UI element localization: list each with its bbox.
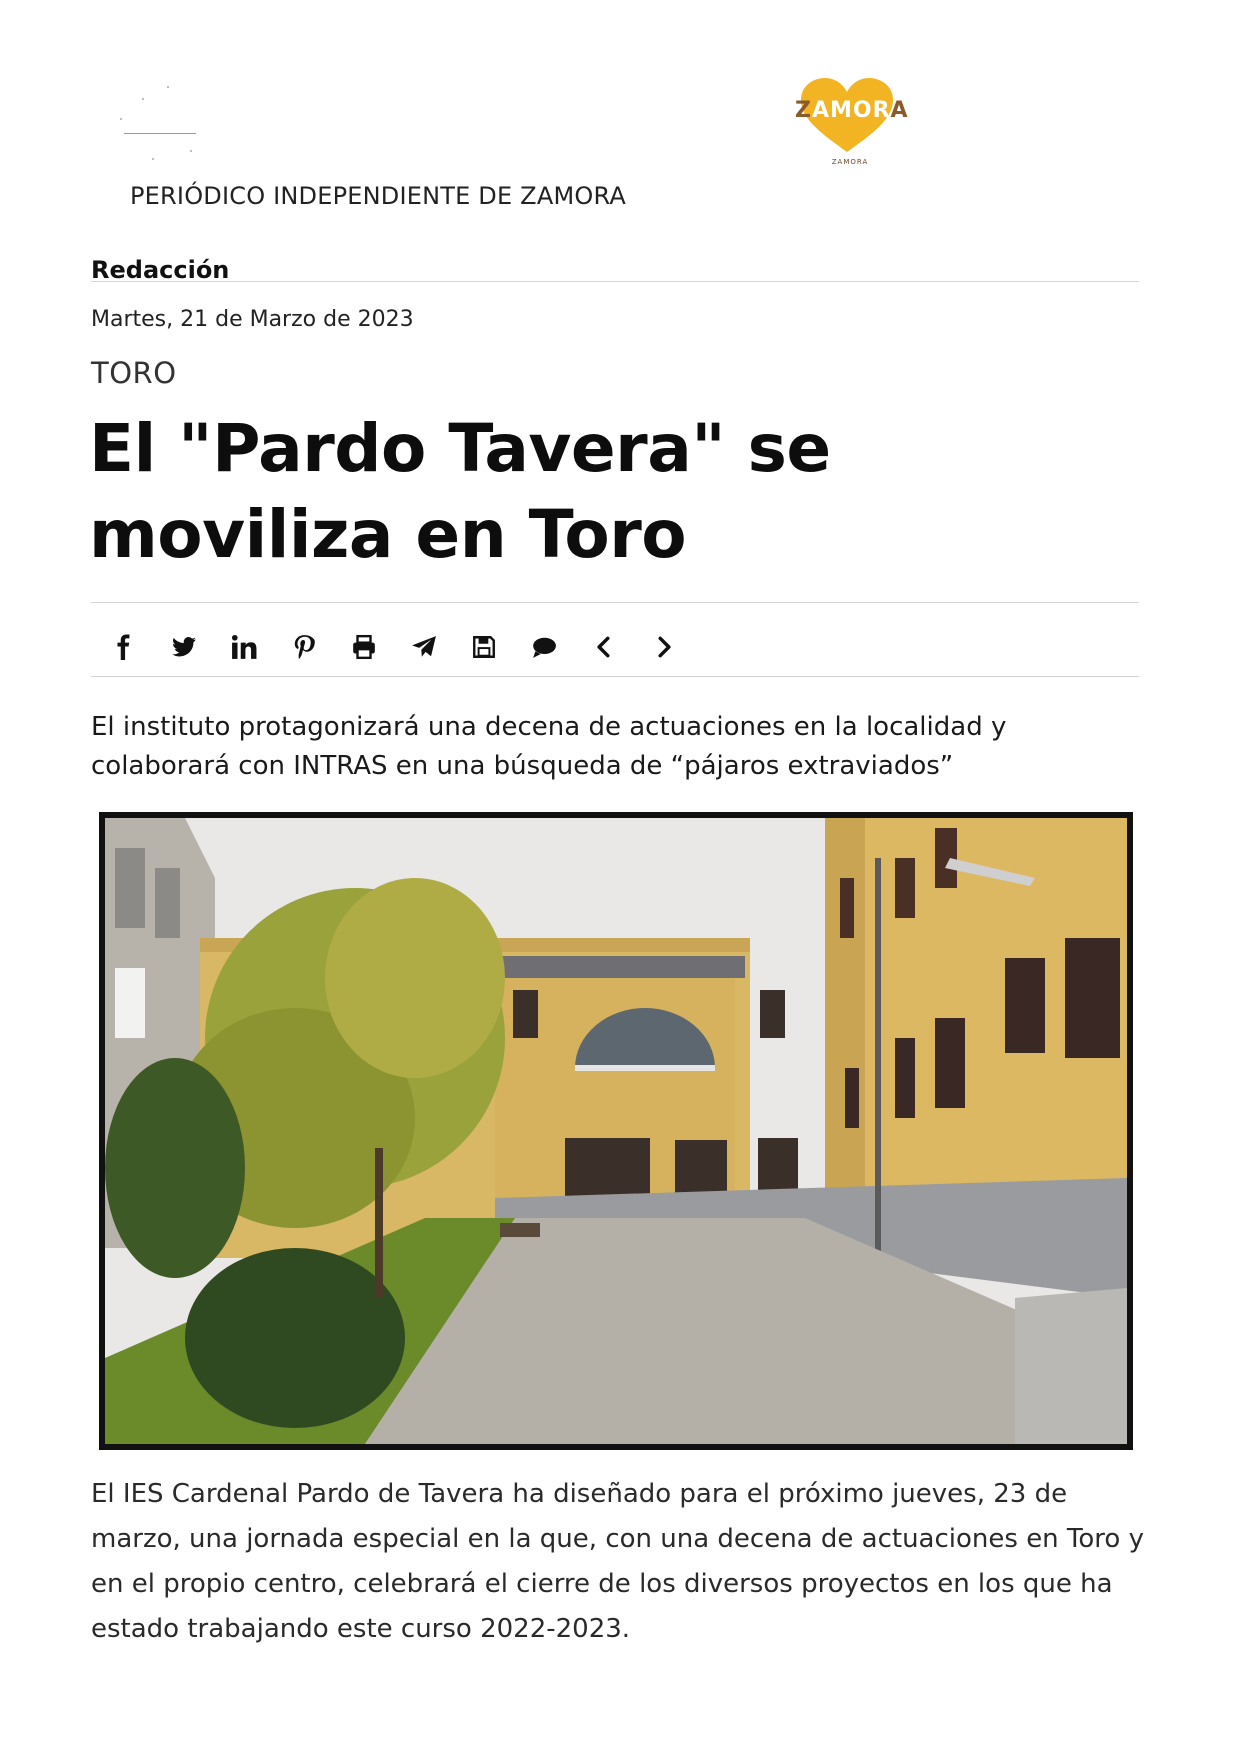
save-icon[interactable] (464, 627, 504, 667)
article-section[interactable]: TORO (91, 356, 177, 390)
divider (91, 676, 1139, 677)
divider (91, 602, 1139, 603)
zamora-heart-logo: ZAMORA ZAMORA (795, 76, 905, 172)
twitter-icon[interactable] (164, 627, 204, 667)
article-subtitle: El instituto protagonizará una decena de actuaciones en la localidad y colaborará con INTRAS en una búsqueda de “pájaros extraviados” (91, 712, 1007, 781)
previous-icon[interactable] (584, 627, 624, 667)
facebook-icon[interactable] (104, 627, 144, 667)
share-toolbar (104, 627, 704, 667)
article-body: El IES Cardenal Pardo de Tavera ha diseñado para el próximo jueves, 23 de marzo, una jornada especial en la que, con una decena de actuaciones en Toro y en el propio centro, celebrará el cierre de los diversos proyectos en los que ha estado trabajando este curso 2022-2023. (91, 1479, 1144, 1644)
newspaper-tagline: PERIÓDICO INDEPENDIENTE DE ZAMORA (130, 182, 626, 210)
comment-icon[interactable] (524, 627, 564, 667)
zamora-logo-subtext: ZAMORA (831, 158, 869, 166)
newspaper-logo[interactable] (112, 78, 222, 168)
next-icon[interactable] (644, 627, 684, 667)
article-photo (99, 812, 1133, 1450)
pinterest-icon[interactable] (284, 627, 324, 667)
divider (91, 281, 1139, 282)
article-title: El "Pardo Tavera" se moviliza en Toro (89, 410, 831, 573)
telegram-icon[interactable] (404, 627, 444, 667)
article-author[interactable]: Redacción (91, 256, 230, 284)
print-icon[interactable] (344, 627, 384, 667)
linkedin-icon[interactable] (224, 627, 264, 667)
article-date: Martes, 21 de Marzo de 2023 (91, 307, 414, 332)
